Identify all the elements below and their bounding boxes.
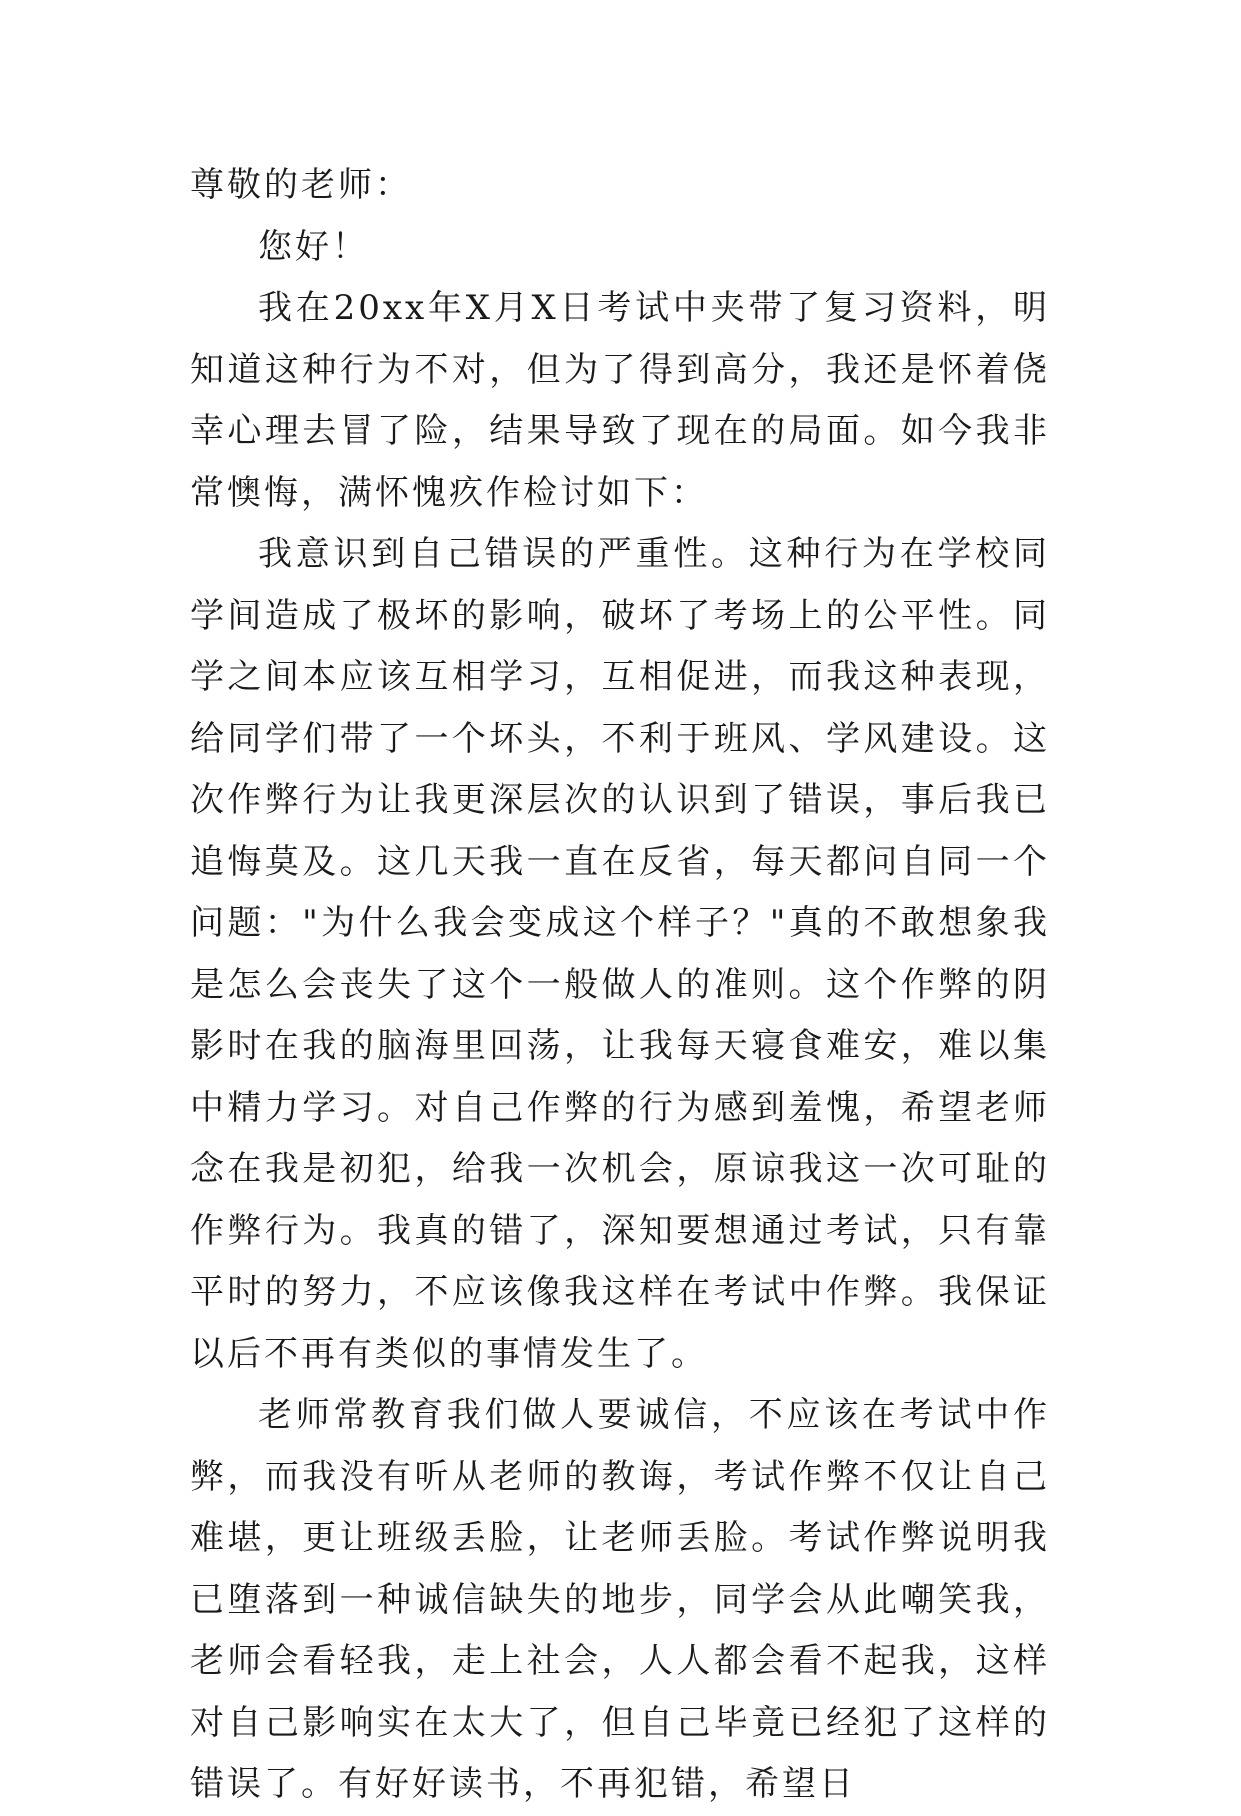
letter-salutation: 尊敬的老师：: [190, 165, 412, 205]
letter-paragraph-1: 我在20xx年X月X日考试中夹带了复习资料，明知道这种行为不对，但为了得到高分，我还是怀着侥幸心理去冒了险，结果导致了现在的局面。如今我非常懊悔，满怀愧疚作检讨如下：: [190, 288, 1050, 513]
letter-paragraph-3: 老师常教育我们做人要诚信，不应该在考试中作弊，而我没有听从老师的教诲，考试作弊不仅让自己难堪，更让班级丢脸，让老师丢脸。考试作弊说明我已堕落到一种诚信缺失的地步，同学会从此嘲笑我，老师会看轻我，走上社会，人人都会看不起我，这样对自己影响实在太大了，但自己毕竟已经犯了这样的错误了。有好好读书，不再犯错，希望日: [190, 1395, 1050, 1804]
letter-body: [190, 155, 1050, 1816]
letter-paragraph-2: 我意识到自己错误的严重性。这种行为在学校同学间造成了极坏的影响，破坏了考场上的公平性。同学之间本应该互相学习，互相促进，而我这种表现，给同学们带了一个坏头，不利于班风、学风建设。这次作弊行为让我更深层次的认识到了错误，事后我已追悔莫及。这几天我一直在反省，每天都问自同一个问题："为什么我会变成这个样子？"真的不敢想象我是怎么会丧失了这个一般做人的准则。这个作弊的阴影时在我的脑海里回荡，让我每天寝食难安，难以集中精力学习。对自己作弊的行为感到羞愧，希望老师念在我是初犯，给我一次机会，原谅我这一次可耻的作弊行为。我真的错了，深知要想通过考试，只有靠平时的努力，不应该像我这样在考试中作弊。我保证以后不再有类似的事情发生了。: [190, 534, 1050, 1374]
letter-greeting: 您好！: [258, 226, 369, 267]
